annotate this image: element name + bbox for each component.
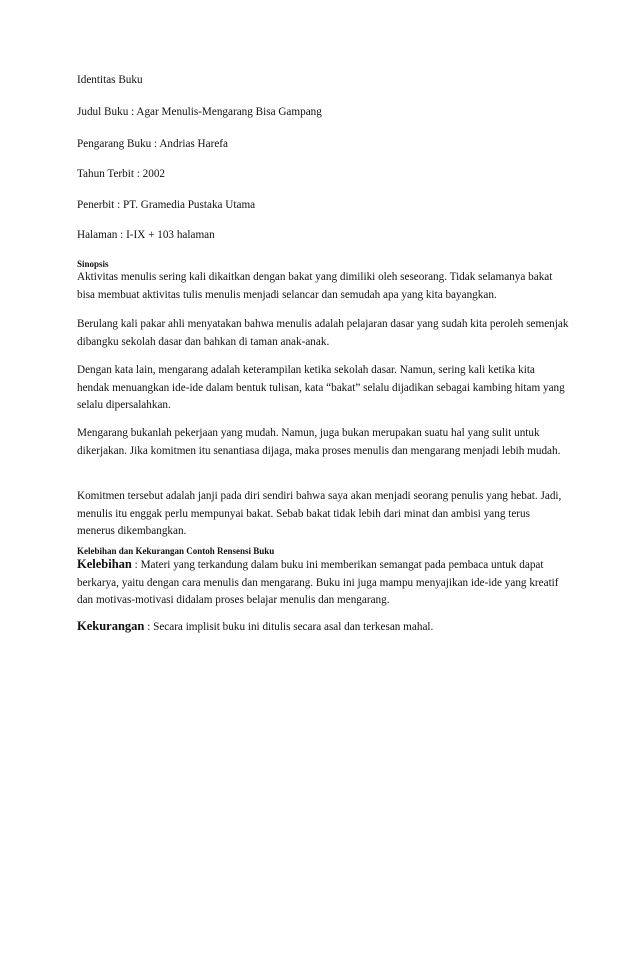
kelebihan-label: Kelebihan	[77, 557, 132, 571]
sinopsis-paragraph-5: Komitmen tersebut adalah janji pada diri sendiri bahwa saya akan menjadi seorang penulis yang hebat. Jadi, menulis itu enggak perlu mempunyai bakat. Sebab bakat tidak lebih dari minat dan ambisi yang terus menerus dikembangkan.	[77, 490, 562, 537]
sinopsis-paragraph-4: Mengarang bukanlah pekerjaan yang mudah. Namun, juga bukan merupakan suatu hal yang sulit untuk dikerjakan. Jika komitmen itu senantiasa dijaga, maka proses menulis dan mengarang menjadi lebih mudah.	[77, 427, 561, 457]
tahun-terbit: Tahun Terbit : 2002	[77, 168, 166, 180]
kelebihan-kekurangan-heading: Kelebihan dan Kekurangan Contoh Rensensi Buku	[77, 546, 275, 556]
sinopsis-paragraph-3: Dengan kata lain, mengarang adalah keterampilan ketika sekolah dasar. Namun, sering kali ketika kita hendak menuangkan ide-ide dalam bentuk tulisan, kata “bakat” selalu dijadikan sebagai kambing hitam yang selalu dipersalahkan.	[77, 364, 565, 411]
penerbit: Penerbit : PT. Gramedia Pustaka Utama	[77, 199, 256, 211]
sinopsis-paragraph-2: Berulang kali pakar ahli menyatakan bahwa menulis adalah pelajaran dasar yang sudah kita peroleh semenjak dibangku sekolah dasar dan bahkan di taman anak-anak.	[77, 318, 569, 348]
halaman: Halaman : I-IX + 103 halaman	[77, 229, 215, 241]
judul-buku: Judul Buku : Agar Menulis-Mengarang Bisa Gampang	[77, 106, 322, 118]
identitas-heading: Identitas Buku	[77, 74, 143, 86]
kelebihan-text: : Materi yang terkandung dalam buku ini memberikan semangat pada pembaca untuk dapat berkarya, yaitu dengan cara menulis dan mengarang. Buku ini juga mampu menyajikan ide-ide yang kreatif dan motivas-motivasi didalam proses belajar menulis dan mengarang.	[77, 559, 559, 606]
sinopsis-paragraph-1: Aktivitas menulis sering kali dikaitkan dengan bakat yang dimiliki oleh seseorang. Tidak selamanya bakat bisa membuat aktivitas tulis menulis menjadi selancar dan semudah apa yang kita bayangkan.	[77, 271, 553, 301]
pengarang-buku: Pengarang Buku : Andrias Harefa	[77, 138, 228, 150]
kelebihan-paragraph	[77, 556, 569, 610]
kekurangan-label: Kekurangan	[77, 619, 145, 633]
sinopsis-heading: Sinopsis	[77, 259, 109, 269]
kekurangan-paragraph	[77, 618, 569, 637]
kekurangan-text: : Secara implisit buku ini ditulis secara asal dan terkesan mahal.	[144, 621, 434, 633]
